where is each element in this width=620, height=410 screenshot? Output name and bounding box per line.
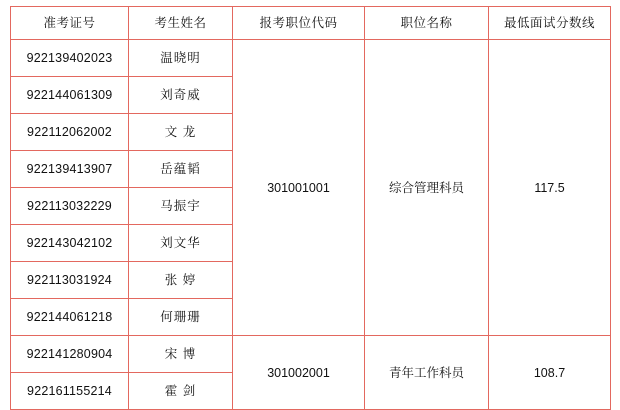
cell-position-name: 青年工作科员 [365,336,489,410]
cell-ticket-number: 922112062002 [11,114,129,151]
cell-candidate-name: 何珊珊 [129,299,233,336]
table-row [11,40,611,77]
cell-min-score: 117.5 [489,40,611,336]
cell-ticket-number: 922139402023 [11,40,129,77]
column-header-position-name: 职位名称 [365,7,489,40]
cell-ticket-number: 922113032229 [11,188,129,225]
table-body [11,40,611,410]
cell-min-score: 108.7 [489,336,611,410]
table-header-row [11,7,611,40]
cell-candidate-name: 温晓明 [129,40,233,77]
table-header [11,7,611,40]
interview-score-table [10,6,611,410]
cell-candidate-name: 刘文华 [129,225,233,262]
column-header-ticket-number: 准考证号 [11,7,129,40]
cell-candidate-name: 张 婷 [129,262,233,299]
cell-ticket-number: 922141280904 [11,336,129,373]
cell-ticket-number: 922144061309 [11,77,129,114]
cell-position-code: 301002001 [233,336,365,410]
column-header-min-score: 最低面试分数线 [489,7,611,40]
cell-position-code: 301001001 [233,40,365,336]
cell-ticket-number: 922161155214 [11,373,129,410]
column-header-candidate-name: 考生姓名 [129,7,233,40]
cell-ticket-number: 922139413907 [11,151,129,188]
cell-ticket-number: 922143042102 [11,225,129,262]
cell-candidate-name: 文 龙 [129,114,233,151]
cell-candidate-name: 刘奇威 [129,77,233,114]
cell-candidate-name: 马振宇 [129,188,233,225]
cell-candidate-name: 霍 剑 [129,373,233,410]
cell-ticket-number: 922144061218 [11,299,129,336]
table-row [11,336,611,373]
cell-candidate-name: 宋 博 [129,336,233,373]
cell-candidate-name: 岳蕴韬 [129,151,233,188]
column-header-position-code: 报考职位代码 [233,7,365,40]
cell-position-name: 综合管理科员 [365,40,489,336]
cell-ticket-number: 922113031924 [11,262,129,299]
